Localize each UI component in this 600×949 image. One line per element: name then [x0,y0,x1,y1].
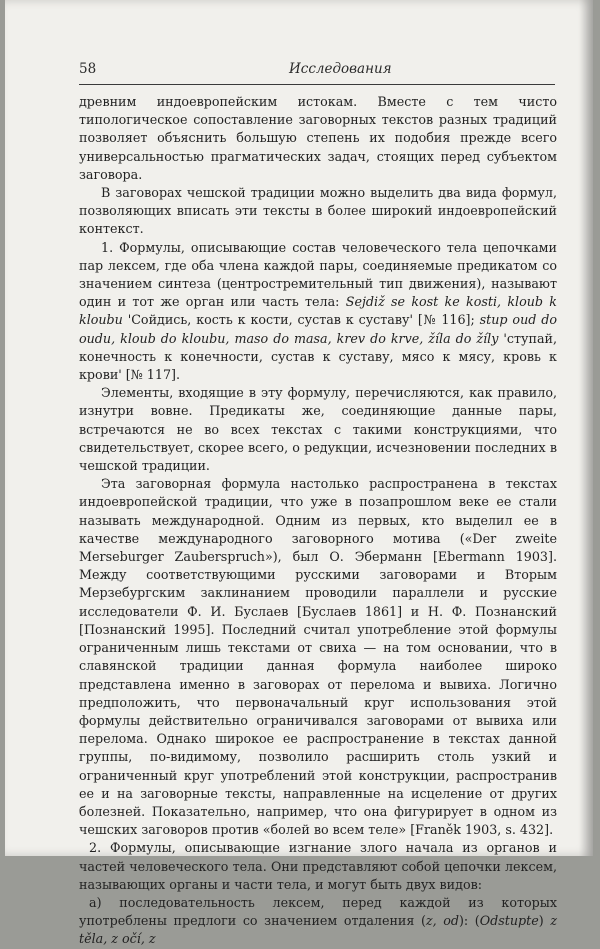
paragraph [79,894,557,949]
paragraph-text: а) последовательность лексем, перед каждой из которых употреблены предлоги со значением отдаления ( [79,894,557,929]
header-rule [79,84,555,85]
paragraph: В заговорах чешской традиции можно выделить два вида формул, позволяющих вписать эти тексты в более широкий индоевропейский контекст. [79,185,557,237]
body-text [79,93,557,949]
paragraph-text: 'Сойдись, кость к кости, сустав к суставу' [№ 116]; [122,312,480,328]
running-head: Исследования [289,61,392,77]
paragraph-text: 'ступай, конечность к конечности, сустав к суставу, мясо к мясу, кровь к крови' [№ 117]. [79,330,557,383]
czech-citation: Odstupte [479,913,539,929]
paragraph-text: ) [538,913,551,929]
paragraph: Элементы, входящие в эту формулу, перечисляются, как правило, изнутри вовне. Предикаты же, соединяющие данные пары, встречаются не во всех текстах с такими конструкциями, что свидетельствует, скорее всего, о редукции, исчезновении последних в чешской традиции. [79,385,557,474]
document-page [5,0,593,947]
page-number: 58 [79,61,97,77]
paragraph: Эта заговорная формула настолько распространена в текстах индоевропейской традиции, что уже в позапрошлом веке ее стали называть международной. Одним из первых, кто выделил ее в качестве международного заговорного мотива («Der zweite Merseburger Zauberspruch»), был О. Эберманн [Ebermann 1903]. Между соответствующими русскими заговорами и Вторым Мерзебургским заклинанием проводили параллели и русские исследователи Ф. И. Буслаев [Буслаев 1861] и Н. Ф. Познанский [Познанский 1995]. Последний считал употребление этой формулы ограниченным лишь текстами от свиха — на том основании, что в славянской традиции данная формула наиболее широко представлена именно в заговорах от перелома и вывиха. Логично предположить, что первоначальный круг использования этой формулы действительно ограничивался заговорами от вывиха или перелома. Однако широкое ее распространение в текстах данной группы, по-видимому, позволило расширить столь узкий и ограниченный круг употреблений этой конструкции, распространив ее и на заговорные тексты, направленные на исцеление от других болезней. Показательно, например, что она фигурирует в одном из чешских заговоров против «болей во всем теле» [Franěk 1903, s. 432]. [79,476,557,838]
czech-citation: stup oud do oudu, kloub do kloubu, maso do masa, krev do krve, žíla do žíly [79,312,557,346]
czech-citation: z těla, z očí, z [79,913,557,947]
paragraph: древним индоевропейским истокам. Вместе с тем чисто типологическое сопоставление заговорных текстов разных традиций позволяет объяснить большую степень их подобия прежде всего универсальностью прагматических задач, стоящих перед субъектом заговора. [79,94,557,182]
paragraph: 2. Формулы, описывающие изгнание злого начала из органов и частей человеческого тела. Они представляют собой цепочки лексем, называющих органы и части тела, и могут быть двух видов: [79,840,557,892]
paragraph [79,239,557,385]
preposition-citation: z, od [425,913,459,929]
paragraph-text: ): ( [458,913,480,929]
czech-citation: Sejdiž se kost ke kosti, kloub k kloubu [79,294,557,328]
paragraph-text: 1. Формулы, описывающие состав человеческого тела цепочками пар лексем, где оба члена каждой пары, соединяемые предикатом со значением синтеза (центростремительный тип движения), называют один и тот же орган или часть тела: [79,239,557,310]
page-header [79,61,555,81]
